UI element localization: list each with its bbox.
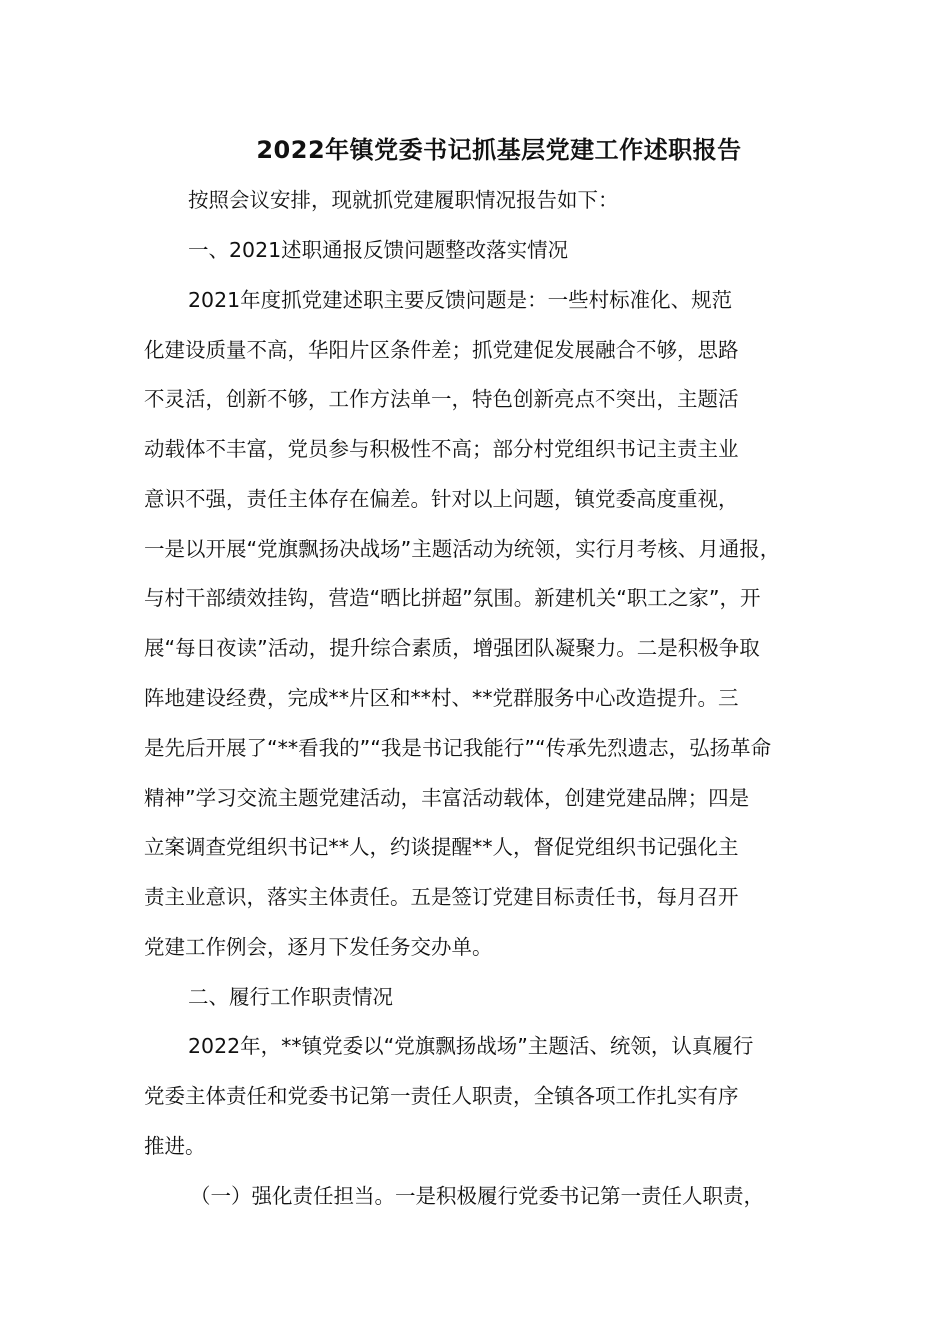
paragraph-line: 意识不强，责任主体存在偏差。针对以上问题，镇党委高度重视， bbox=[144, 487, 739, 511]
section-heading: 一、2021述职通报反馈问题整改落实情况 bbox=[188, 238, 569, 262]
paragraph-line: 不灵活，创新不够，工作方法单一，特色创新亮点不突出，主题活 bbox=[144, 387, 739, 411]
paragraph-line: 阵地建设经费，完成**片区和**村、**党群服务中心改造提升。三 bbox=[144, 686, 739, 710]
paragraph-line: 一是以开展“党旗飘扬决战场”主题活动为统领，实行月考核、月通报， bbox=[144, 537, 781, 561]
paragraph-line: 责主业意识，落实主体责任。五是签订党建目标责任书，每月召开 bbox=[144, 885, 739, 909]
paragraph-line: 化建设质量不高，华阳片区条件差；抓党建促发展融合不够，思路 bbox=[144, 338, 739, 362]
paragraph-line: 立案调查党组织书记**人，约谈提醒**人，督促党组织书记强化主 bbox=[144, 835, 739, 859]
subsection-line: （一）强化责任担当。一是积极履行党委书记第一责任人职责， bbox=[190, 1184, 764, 1208]
paragraph-line: 党委主体责任和党委书记第一责任人职责，全镇各项工作扎实有序 bbox=[144, 1084, 739, 1108]
paragraph-line: 2022年，**镇党委以“党旗飘扬战场”主题活、统领，认真履行 bbox=[188, 1034, 754, 1058]
paragraph-line: 精神”学习交流主题党建活动，丰富活动载体，创建党建品牌；四是 bbox=[144, 786, 750, 810]
section-heading: 二、履行工作职责情况 bbox=[188, 985, 393, 1009]
paragraph-line: 推进。 bbox=[144, 1134, 206, 1158]
document-title: 2022年镇党委书记抓基层党建工作述职报告 bbox=[256, 136, 742, 164]
paragraph-line: 动载体不丰富，党员参与积极性不高；部分村党组织书记主责主业 bbox=[144, 437, 739, 461]
paragraph-line: 与村干部绩效挂钩，营造“晒比拼超”氛围。新建机关“职工之家”，开 bbox=[144, 586, 761, 610]
paragraph-line: 展“每日夜读”活动，提升综合素质，增强团队凝聚力。二是积极争取 bbox=[144, 636, 760, 660]
paragraph-line: 党建工作例会，逐月下发任务交办单。 bbox=[144, 935, 493, 959]
paragraph-line: 按照会议安排，现就抓党建履职情况报告如下： bbox=[188, 188, 619, 212]
paragraph-line: 是先后开展了“**看我的”“我是书记我能行”“传承先烈遗志，弘扬革命 bbox=[144, 736, 772, 760]
paragraph-line: 2021年度抓党建述职主要反馈问题是：一些村标准化、规范 bbox=[188, 288, 733, 312]
